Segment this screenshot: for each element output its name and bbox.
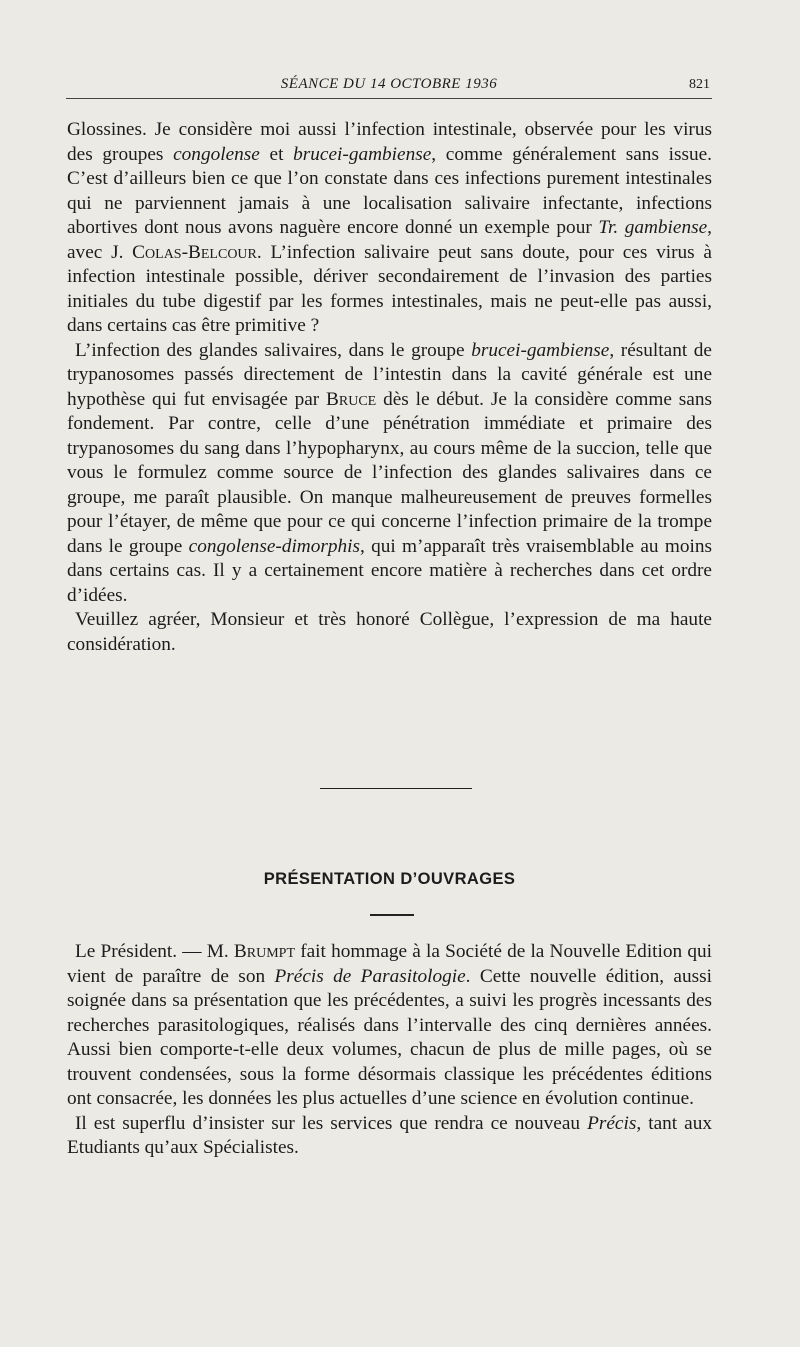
italic-term: Tr. gambiense bbox=[598, 217, 708, 238]
text-run: et bbox=[259, 143, 294, 165]
running-title: SÉANCE DU 14 OCTOBRE 1936 bbox=[280, 76, 498, 92]
text-run: L’infection des glandes salivaires, dans le groupe bbox=[75, 339, 472, 361]
letter-text bbox=[67, 118, 712, 657]
italic-term: congolense bbox=[173, 143, 260, 165]
running-head bbox=[66, 76, 712, 99]
letter-paragraph-2 bbox=[67, 339, 712, 609]
letter-closing: Veuillez agréer, Monsieur et très honoré Collègue, l’expression de ma haute considération. bbox=[67, 609, 712, 655]
book-title: Précis bbox=[587, 1112, 637, 1134]
heading-underline bbox=[370, 914, 414, 916]
presentation-paragraph-2 bbox=[67, 1112, 712, 1161]
text-run: , tant aux Etudiants qu’aux Spécialistes. bbox=[67, 1112, 712, 1158]
section-divider bbox=[320, 788, 472, 789]
italic-term: brucei-gambiense bbox=[471, 339, 610, 361]
text-run: dès le début. Je la considère comme sans fondement. Par contre, celle d’une pénétration immédiate et primaire des trypanosomes du sang dans l’hypopharynx, au cours même de la succion, telle que vous le formulez comme source de l’infection des glandes salivaires dans ce groupe, me paraît plausible. On manque malheureusement de preuves formelles pour l’étayer, de même que pour ce qui concerne l’infection primaire de la trompe dans le groupe bbox=[67, 388, 712, 557]
text-run: fait hommage à la Société de la Nouvelle Edition qui vient de paraître de son bbox=[67, 941, 712, 987]
text-run: , avec J. bbox=[67, 217, 712, 263]
author-name: Colas-Belcour bbox=[132, 241, 257, 263]
text-run: . Cette nouvelle édition, aussi soignée dans sa présentation que les précédentes, a suivi les progrès incessants des recherches parasitologiques, réalisés dans l’intervalle des cinq dernières années. Aussi bien comporte-t-elle deux volumes, chacun de plus de mille pages, où se trouvent condensées, sous la forme désormais classique les précédentes éditions ont consacrée, les données les plus actuelles d’une science en évolution continue. bbox=[67, 965, 712, 1109]
text-run: Il est superflu d’insister sur les services que rendra ce nouveau bbox=[75, 1112, 588, 1134]
italic-term: congolense-dimorphis bbox=[188, 535, 361, 557]
page-number: 821 bbox=[689, 77, 710, 92]
book-title: Précis de Parasitologie bbox=[274, 965, 466, 987]
letter-paragraph-1 bbox=[67, 118, 712, 339]
author-name: Brumpt bbox=[233, 941, 296, 962]
text-run: , qui m’apparaît très vraisemblable au moins dans certains cas. Il y a certainement encore matière à recherches dans cet ordre d’idées. bbox=[67, 535, 712, 606]
author-name: Bruce bbox=[326, 388, 377, 410]
presentation-text bbox=[67, 940, 712, 1161]
text-run: Le Président. — M. bbox=[75, 941, 234, 962]
section-heading: PRÉSENTATION D’OUVRAGES bbox=[263, 870, 516, 888]
text-run: Glossines. Je considère moi aussi l’infection intestinale, observée pour les virus des groupes bbox=[67, 119, 712, 165]
text-run: . L’infection salivaire peut sans doute, pour ces virus à infection intestinale possible, dériver secondairement de l’invasion des parties initiales du tube digestif par les formes intestinales, mais ne peut-elle pas aussi, dans certains cas être primitive ? bbox=[67, 241, 712, 336]
text-run: , comme généralement sans issue. C’est d’ailleurs bien ce que l’on constate dans ces infections purement intestinales qui ne parviennent jamais à une localisation salivaire infectante, infections abortives dont nous avons naguère encore donné un exemple pour bbox=[67, 143, 713, 238]
presentation-paragraph-1 bbox=[67, 940, 712, 1112]
text-run: , résultant de trypanosomes passés directement de l’intestin dans la cavité générale est une hypothèse qui fut envisagée par bbox=[67, 339, 712, 410]
italic-term: brucei-gambiense bbox=[293, 143, 432, 165]
